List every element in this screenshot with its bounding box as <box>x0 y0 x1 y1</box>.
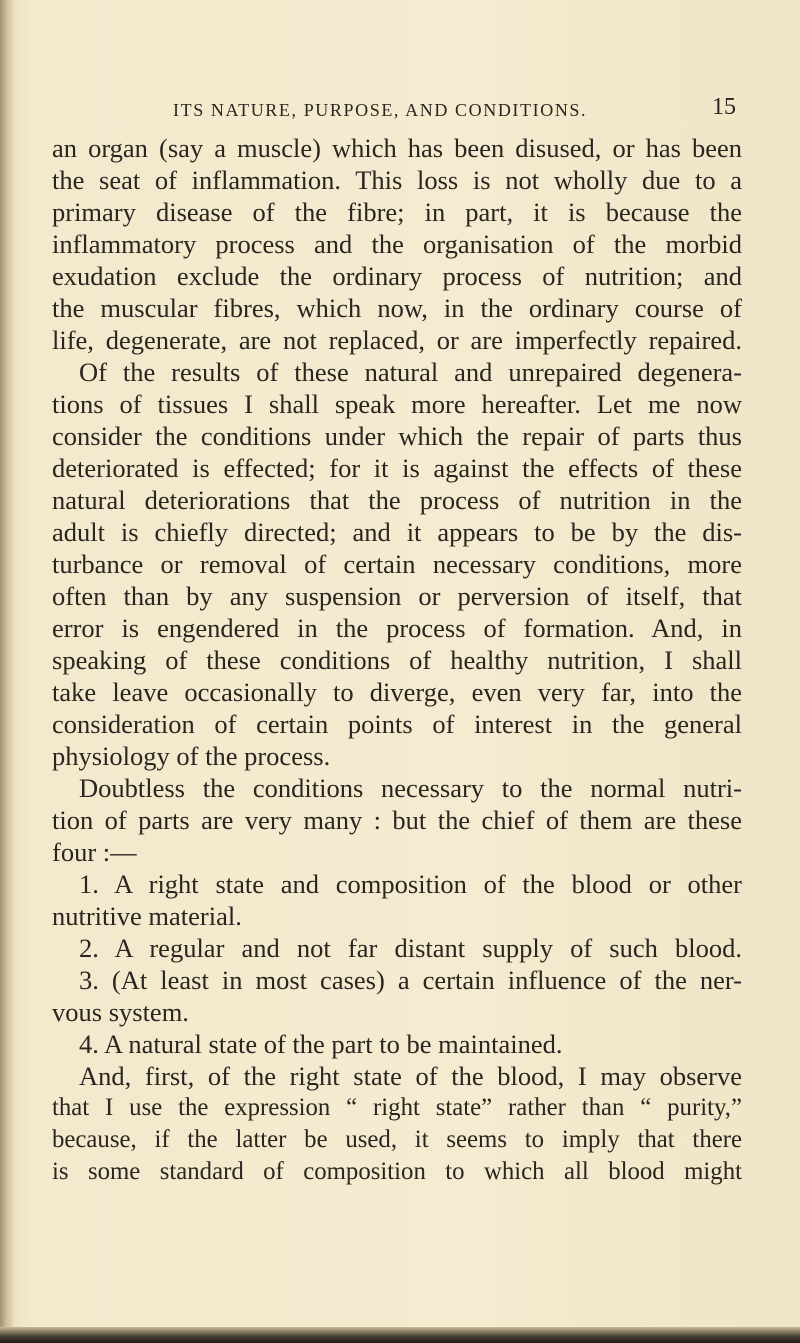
page-header <box>60 94 740 128</box>
text-line: four :— <box>52 837 137 867</box>
text-line: natural deteriorations that the process of nutrition in the <box>52 485 742 515</box>
text-line: the seat of inflammation. This loss is not wholly due to a <box>52 165 742 195</box>
text-line: is some standard of composition to which all blood might <box>52 1158 742 1185</box>
text-line: tion of parts are very many : but the chief of them are these <box>52 805 742 835</box>
text-line: error is engendered in the process of formation. And, in <box>52 613 742 643</box>
text-line: because, if the latter be used, it seems to imply that there <box>52 1126 742 1153</box>
text-line: life, degenerate, are not replaced, or are imperfectly repaired. <box>52 325 742 355</box>
page-binding-edge <box>0 0 14 1343</box>
body-text <box>52 132 742 1188</box>
text-line: consideration of certain points of interest in the general <box>52 709 742 739</box>
text-line: inflammatory process and the organisation of the morbid <box>52 229 742 259</box>
list-item: 2. A regular and not far distant supply of such blood. <box>79 933 742 963</box>
list-item: 4. A natural state of the part to be maintained. <box>79 1029 563 1059</box>
running-head: ITS NATURE, PURPOSE, AND CONDITIONS. <box>173 100 588 120</box>
text-line: exudation exclude the ordinary process of nutrition; and <box>52 261 742 291</box>
text-line: Of the results of these natural and unrepaired degenera- <box>79 357 742 387</box>
list-item: 3. (At least in most cases) a certain influence of the ner- <box>79 965 742 995</box>
text-line: tions of tissues I shall speak more hereafter. Let me now <box>52 389 742 419</box>
text-line: And, first, of the right state of the blood, I may observe <box>79 1061 742 1091</box>
text-line: often than by any suspension or perversion of itself, that <box>52 581 742 611</box>
text-line: take leave occasionally to diverge, even very far, into the <box>52 677 742 707</box>
text-line: vous system. <box>52 997 189 1027</box>
page-number: 15 <box>712 94 736 120</box>
text-line: turbance or removal of certain necessary conditions, more <box>52 549 742 579</box>
text-line: deteriorated is effected; for it is against the effects of these <box>52 453 742 483</box>
text-line: consider the conditions under which the repair of parts thus <box>52 421 742 451</box>
text-line: speaking of these conditions of healthy nutrition, I shall <box>52 645 742 675</box>
text-line: an organ (say a muscle) which has been disused, or has been <box>52 133 742 163</box>
text-line: the muscular fibres, which now, in the ordinary course of <box>52 293 742 323</box>
text-line: Doubtless the conditions necessary to the normal nutri- <box>79 773 742 803</box>
text-line: physiology of the process. <box>52 741 331 771</box>
text-line: adult is chiefly directed; and it appears to be by the dis- <box>52 517 742 547</box>
text-line: that I use the expression “ right state” rather than “ purity,” <box>52 1094 742 1121</box>
page-bottom-edge <box>0 1327 800 1343</box>
text-line: nutritive material. <box>52 901 242 931</box>
list-item: 1. A right state and composition of the blood or other <box>79 869 742 899</box>
text-line: primary disease of the fibre; in part, it is because the <box>52 197 742 227</box>
